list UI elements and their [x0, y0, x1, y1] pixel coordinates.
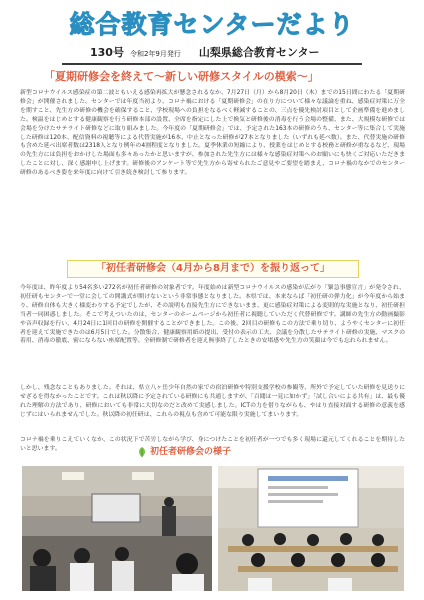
organization-name: 山梨県総合教育センター [198, 46, 320, 59]
issue-info [90, 46, 390, 60]
article1-body: 新型コロナウイルス感染症の第二波ともいえる感染再拡大が懸念されるなか、7月27日（月）から8月20日（木）までの15日間にわたる「夏期研修会」が開催されました。センターでは年度当初より、コロナ禍における「夏期研修会」の在り方について様々な議論を重ね、感染症対策に万全を期すこと、先生方の研修の機会を確保すること、学校現場への負担をなるべく軽減することの、三点を優先検討項目として企画準備を進めました。検温をはじめとする健康観察を行う研修本部の設置、全席を指定にした上で換気と研修後の消毒を行う会場の整備、また、大規模な研修では会場を分けたサテライト研修などに取り組みました。今年度の「夏期研修会」では、予定された163本の研修のうち、センター等に集合して実施した研修は120本、配信資料の視聴等による代替実施が16本、中止となった研修が27本となりました（いずれも延べ数）。また、代替実施の研修も含めた延べ出席者数は2318人となり例年の4割程度となりました。夏季休業の短縮により、授業をはじめとする校務と研修が重なるなど、現場の先生方には負担をおかけした場面も多々あったかと思いますが、参加された先生方には様々な感染症対策へのお願いにも快くご対応いただきましたことに対し、深く感謝申し上げます。研修後のアンケート等で先生方から寄せられたご意見やご要望を踏まえ、コロナ禍のなかでのセンター研修のあるべき姿を来年度に向けて引き続き検討して参ります。 [20, 90, 405, 177]
leaf-icon [136, 446, 148, 458]
newsletter-title: 総合教育センターだより [69, 10, 355, 39]
lecture-photo-right [218, 466, 404, 591]
lecture-photo-left [22, 466, 212, 591]
article2-paragraph-2: しかし、残念なこともありました。それは、県立八ヶ岳少年自然の家での宿泊研修や特別支援学校の参観等、所外で予定していた研修を見送りにせざるを得なかったことです。これは秋以降に予定されている研修にも共通しますが、「百聞は一見に如かず」「試し合いによる共有」は、最も優れた理解の方法であり、研修においても非常に大切なのだと改めて実感しました。ICTの力を借りながらも、やはり直接対面する研修の意義を感じずにはいられませんでした。秋以降の初任研は、これらの視点も含めて可能な限り実施してまいります。 [20, 385, 405, 418]
article1-heading: 「夏期研修会を終えて～新しい研修スタイルの模索～」 [44, 70, 319, 83]
photo-section-heading: 初任者研修会の様子 [150, 447, 232, 457]
issue-number: 130号 [90, 46, 124, 59]
article2-paragraph-3: コロナ禍を乗りこえていくなか、この状況下で苦労しながら学び、身につけたことを初任者が一つでも多く現場に還元してくれることを期待したいと思います。 [20, 437, 405, 452]
article2-heading: 「初任者研修会（4月から8月まで）を振り返って」 [67, 260, 359, 278]
issue-date: 令和2年9月発行 [129, 50, 181, 58]
masthead-divider [62, 63, 362, 65]
article2-paragraph-1: 今年度は、昨年度より54名多い272名が初任者研修の対象者です。年度始めは新型コロナウイルスの感染が広がり「緊急事態宣言」が発令され、初任研もセンターで一堂に会しての開講式が開けないという非常事態となりました。本県では、本来ならば「初任研の弾力化」が今年度から始まり、研修自体も大きく様変わりする予定でしたが、その説明も直接先生方にできないまま、更に感染症対策による変則的な実施となり、初任研担当者一同困惑しました。そこで考えついたのは、センターのホームページから初任者に視聴していただく代替研修です。講師の先生方の動画撮影や音声収録を行い、4月24日に1回目の研修を開催することができました。この後、2回目の研修もこの方法で乗り切り、ようやくセンターに初任者を迎えて実施できたのは6月5日でした。分散集合、健康観察用紙の提出、受付の表示の工夫、会議を分散したサテライト研修の実施、マスクの着用、消毒の徹底、密にならない座席配置等、全研修制で研修者を迎え無事終了したときの安堵感や先生方の笑顔は今でも忘れられません。 [20, 285, 405, 345]
